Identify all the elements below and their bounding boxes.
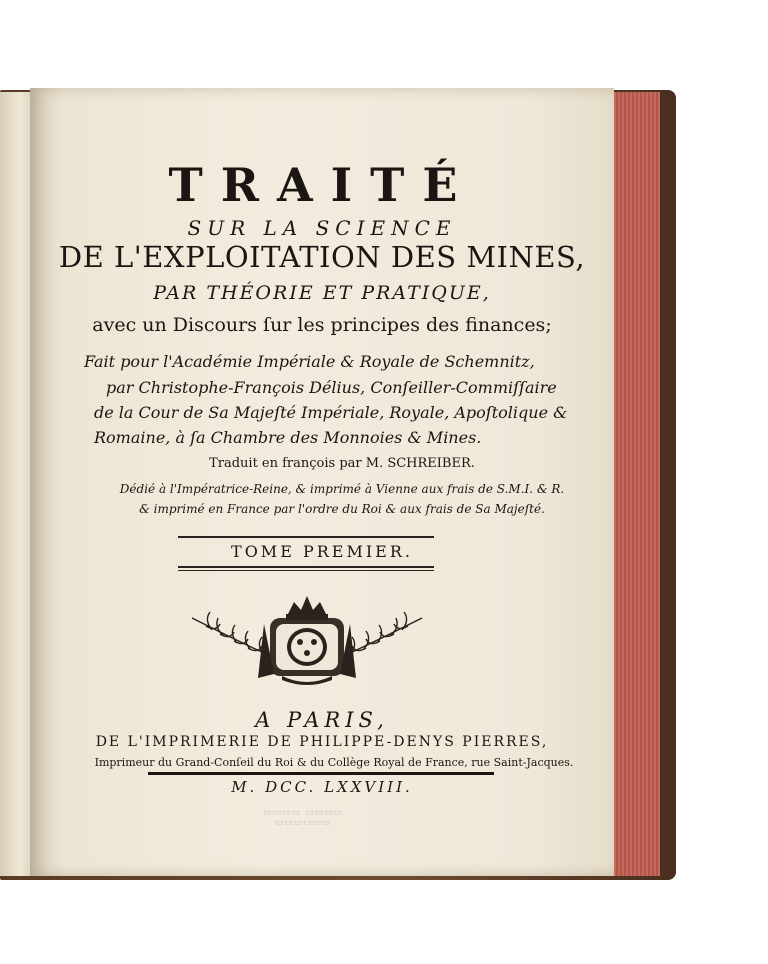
fait-line-2: par Christophe-François Délius, Conſeiller-Commiſſaire	[106, 378, 557, 397]
subtitle-discours: avec un Discours ſur les principes des finances;	[92, 314, 552, 336]
fait-line-1: Fait pour l'Académie Impériale & Royale de Schemnitz,	[84, 352, 535, 371]
place-of-publication: A PARIS,	[255, 708, 389, 732]
subtitle-exploitation: DE L'EXPLOITATION DES MINES,	[58, 240, 586, 274]
book	[0, 86, 676, 882]
fait-line-4: Romaine, à ſa Chambre des Monnoies & Mines.	[94, 428, 482, 447]
subtitle-theorie: PAR THÉORIE ET PRATIQUE,	[153, 282, 491, 304]
volume-label: TOME PREMIER.	[231, 542, 413, 561]
rule-imprint	[148, 772, 494, 775]
royal-arms-vignette	[182, 588, 432, 688]
dedication-line-1: Dédié à l'Impératrice-Reine, & imprimé à Vienne aux frais de S.M.I. & R.	[119, 482, 565, 496]
printer-line: DE L'IMPRIMERIE DE PHILIPPE-DENYS PIERRES,	[95, 734, 549, 750]
dedication-line-2: & imprimé en France par l'ordre du Roi & aux frais de Sa Majeſté.	[139, 502, 545, 516]
rule-top	[178, 536, 434, 538]
translator-line: Traduit en françois par M. SCHREIBER.	[209, 456, 475, 471]
title: TRAITÉ	[168, 158, 476, 212]
publication-date: M. DCC. LXXVIII.	[231, 778, 413, 796]
rule-bottom	[178, 566, 434, 568]
rule-bottom-thin	[178, 570, 434, 571]
library-stamp: ▭▭▭▭ ▭▭▭▭ ▭▭▭▭▭▭	[263, 808, 343, 828]
title-page	[30, 88, 614, 876]
fait-line-3: de la Cour de Sa Majeſté Impériale, Royale, Apoſtolique &	[94, 403, 568, 422]
printer-address: Imprimeur du Grand-Conſeil du Roi & du Collège Royal de France, rue Saint-Jacques.	[94, 756, 574, 769]
subtitle-sur-la-science: SUR LA SCIENCE	[187, 216, 457, 240]
